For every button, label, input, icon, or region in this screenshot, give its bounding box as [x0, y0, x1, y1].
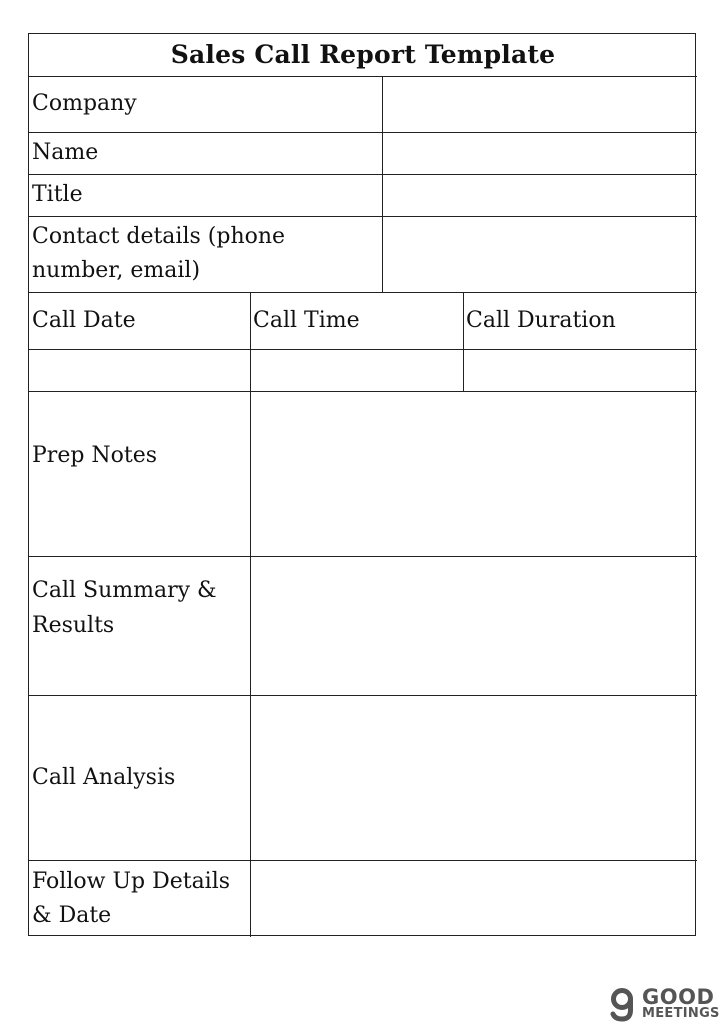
divider — [29, 76, 697, 77]
call-date-label: Call Date — [32, 308, 136, 333]
call-summary-field[interactable] — [252, 558, 697, 695]
divider — [29, 556, 697, 557]
divider — [29, 695, 697, 696]
call-date-field[interactable] — [29, 351, 250, 391]
prep-notes-field[interactable] — [252, 393, 697, 556]
logo-text-meetings: MEETINGS — [642, 1006, 720, 1021]
divider — [29, 391, 697, 392]
follow-up-label-line2: & Date — [32, 903, 112, 928]
divider — [463, 292, 464, 391]
divider — [29, 292, 697, 293]
follow-up-field[interactable] — [252, 862, 697, 937]
divider — [29, 216, 697, 217]
good-meetings-logo — [608, 986, 724, 1024]
name-field[interactable] — [384, 134, 697, 174]
title-label: Title — [32, 182, 83, 207]
divider — [29, 132, 697, 133]
title-field[interactable] — [384, 176, 697, 216]
logo-text-good: GOOD — [642, 985, 715, 1009]
call-duration-label: Call Duration — [466, 308, 616, 333]
call-time-label: Call Time — [253, 308, 360, 333]
call-duration-field[interactable] — [465, 351, 697, 391]
good-meetings-logo-icon — [608, 986, 638, 1022]
contact-details-field[interactable] — [384, 218, 697, 292]
follow-up-label-line1: Follow Up Details — [32, 869, 231, 894]
divider — [250, 292, 251, 937]
form-title: Sales Call Report Template — [170, 40, 556, 69]
divider — [382, 76, 383, 292]
divider — [29, 349, 697, 350]
call-analysis-label: Call Analysis — [32, 765, 176, 790]
divider — [29, 860, 697, 861]
prep-notes-label: Prep Notes — [32, 443, 158, 468]
name-label: Name — [32, 140, 99, 165]
call-summary-label-line2: Results — [32, 613, 115, 638]
contact-details-label-line2: number, email) — [32, 258, 201, 283]
sales-call-report-form — [28, 33, 696, 936]
divider — [29, 174, 697, 175]
call-summary-label-line1: Call Summary & — [32, 578, 217, 603]
call-time-field[interactable] — [252, 351, 463, 391]
company-label: Company — [32, 91, 137, 116]
company-field[interactable] — [384, 78, 697, 132]
contact-details-label-line1: Contact details (phone — [32, 224, 286, 249]
call-analysis-field[interactable] — [252, 697, 697, 860]
